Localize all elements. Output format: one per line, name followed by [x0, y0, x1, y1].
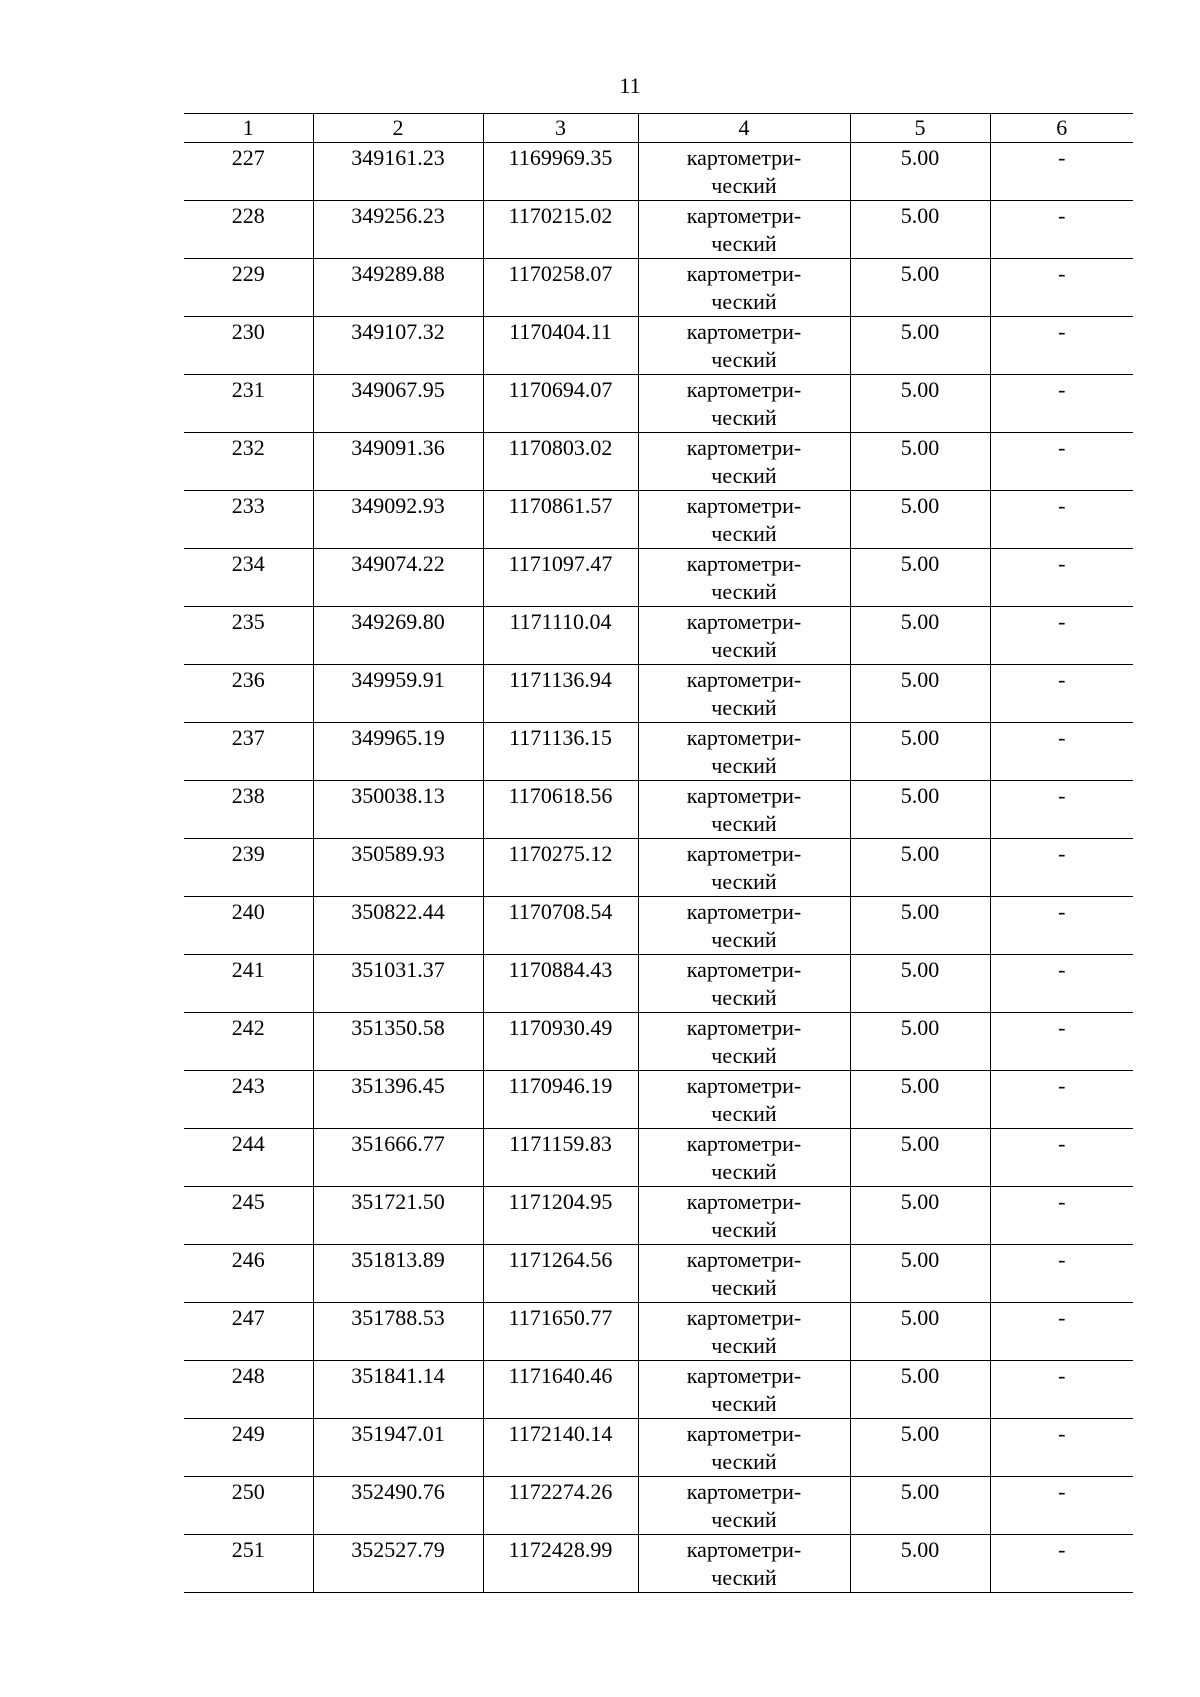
x-coordinate-cell: 349074.22 [313, 549, 483, 607]
x-coordinate-cell: 351031.37 [313, 955, 483, 1013]
method-line-2: ческий [711, 463, 777, 488]
note-cell: - [990, 143, 1133, 201]
method-cell [638, 1303, 850, 1361]
accuracy-cell: 5.00 [850, 317, 990, 375]
note-cell: - [990, 1419, 1133, 1477]
table-row [184, 433, 1133, 491]
x-coordinate-cell: 351841.14 [313, 1361, 483, 1419]
accuracy-cell: 5.00 [850, 1361, 990, 1419]
method-cell [638, 259, 850, 317]
table-row [184, 1071, 1133, 1129]
accuracy-cell: 5.00 [850, 491, 990, 549]
table-row [184, 723, 1133, 781]
table-row [184, 1129, 1133, 1187]
column-header-3: 3 [483, 114, 638, 143]
method-line-1: картометри- [686, 493, 802, 518]
accuracy-cell: 5.00 [850, 1477, 990, 1535]
method-line-2: ческий [711, 1449, 777, 1474]
method-line-2: ческий [711, 1043, 777, 1068]
note-cell: - [990, 201, 1133, 259]
method-line-1: картометри- [686, 1363, 802, 1388]
accuracy-cell: 5.00 [850, 259, 990, 317]
accuracy-cell: 5.00 [850, 1303, 990, 1361]
method-cell [638, 665, 850, 723]
accuracy-cell: 5.00 [850, 1013, 990, 1071]
y-coordinate-cell: 1171159.83 [483, 1129, 638, 1187]
accuracy-cell: 5.00 [850, 433, 990, 491]
method-line-1: картометри- [686, 261, 802, 286]
accuracy-cell: 5.00 [850, 607, 990, 665]
method-line-2: ческий [711, 173, 777, 198]
y-coordinate-cell: 1170618.56 [483, 781, 638, 839]
y-coordinate-cell: 1171136.15 [483, 723, 638, 781]
x-coordinate-cell: 351396.45 [313, 1071, 483, 1129]
method-line-1: картометри- [686, 1131, 802, 1156]
note-cell: - [990, 491, 1133, 549]
point-number-cell: 247 [184, 1303, 313, 1361]
point-number-cell: 244 [184, 1129, 313, 1187]
x-coordinate-cell: 349107.32 [313, 317, 483, 375]
point-number-cell: 228 [184, 201, 313, 259]
note-cell: - [990, 839, 1133, 897]
y-coordinate-cell: 1172274.26 [483, 1477, 638, 1535]
method-line-2: ческий [711, 1159, 777, 1184]
method-line-1: картометри- [686, 145, 802, 170]
method-line-1: картометри- [686, 203, 802, 228]
note-cell: - [990, 259, 1133, 317]
point-number-cell: 246 [184, 1245, 313, 1303]
method-line-2: ческий [711, 1275, 777, 1300]
method-cell [638, 955, 850, 1013]
method-line-2: ческий [711, 405, 777, 430]
note-cell: - [990, 665, 1133, 723]
point-number-cell: 241 [184, 955, 313, 1013]
x-coordinate-cell: 351721.50 [313, 1187, 483, 1245]
note-cell: - [990, 317, 1133, 375]
y-coordinate-cell: 1171264.56 [483, 1245, 638, 1303]
accuracy-cell: 5.00 [850, 839, 990, 897]
note-cell: - [990, 723, 1133, 781]
method-line-1: картометри- [686, 725, 802, 750]
x-coordinate-cell: 351666.77 [313, 1129, 483, 1187]
note-cell: - [990, 433, 1133, 491]
point-number-cell: 231 [184, 375, 313, 433]
x-coordinate-cell: 349269.80 [313, 607, 483, 665]
y-coordinate-cell: 1171097.47 [483, 549, 638, 607]
method-line-1: картометри- [686, 1479, 802, 1504]
accuracy-cell: 5.00 [850, 1129, 990, 1187]
x-coordinate-cell: 349161.23 [313, 143, 483, 201]
method-cell [638, 491, 850, 549]
method-line-1: картометри- [686, 377, 802, 402]
y-coordinate-cell: 1170803.02 [483, 433, 638, 491]
accuracy-cell: 5.00 [850, 201, 990, 259]
method-cell [638, 433, 850, 491]
y-coordinate-cell: 1170930.49 [483, 1013, 638, 1071]
method-cell [638, 143, 850, 201]
table-row [184, 1535, 1133, 1593]
accuracy-cell: 5.00 [850, 375, 990, 433]
method-cell [638, 781, 850, 839]
note-cell: - [990, 1361, 1133, 1419]
y-coordinate-cell: 1171640.46 [483, 1361, 638, 1419]
table-row [184, 143, 1133, 201]
note-cell: - [990, 955, 1133, 1013]
method-line-2: ческий [711, 637, 777, 662]
y-coordinate-cell: 1171650.77 [483, 1303, 638, 1361]
x-coordinate-cell: 349091.36 [313, 433, 483, 491]
y-coordinate-cell: 1170275.12 [483, 839, 638, 897]
accuracy-cell: 5.00 [850, 955, 990, 1013]
y-coordinate-cell: 1171136.94 [483, 665, 638, 723]
table-row [184, 549, 1133, 607]
method-line-1: картометри- [686, 957, 802, 982]
method-cell [638, 1361, 850, 1419]
x-coordinate-cell: 351813.89 [313, 1245, 483, 1303]
method-line-2: ческий [711, 1101, 777, 1126]
accuracy-cell: 5.00 [850, 897, 990, 955]
table-row [184, 1303, 1133, 1361]
note-cell: - [990, 549, 1133, 607]
method-line-1: картометри- [686, 1421, 802, 1446]
table-row [184, 839, 1133, 897]
method-line-2: ческий [711, 753, 777, 778]
table-row [184, 317, 1133, 375]
method-line-1: картометри- [686, 783, 802, 808]
y-coordinate-cell: 1172428.99 [483, 1535, 638, 1593]
point-number-cell: 239 [184, 839, 313, 897]
accuracy-cell: 5.00 [850, 1419, 990, 1477]
method-line-2: ческий [711, 1507, 777, 1532]
method-cell [638, 723, 850, 781]
x-coordinate-cell: 349092.93 [313, 491, 483, 549]
table-row [184, 665, 1133, 723]
method-line-2: ческий [711, 1391, 777, 1416]
point-number-cell: 232 [184, 433, 313, 491]
method-cell [638, 549, 850, 607]
x-coordinate-cell: 350822.44 [313, 897, 483, 955]
method-line-2: ческий [711, 985, 777, 1010]
point-number-cell: 229 [184, 259, 313, 317]
method-line-2: ческий [711, 579, 777, 604]
method-line-1: картометри- [686, 1537, 802, 1562]
point-number-cell: 236 [184, 665, 313, 723]
x-coordinate-cell: 350038.13 [313, 781, 483, 839]
method-line-1: картометри- [686, 667, 802, 692]
point-number-cell: 245 [184, 1187, 313, 1245]
x-coordinate-cell: 349067.95 [313, 375, 483, 433]
accuracy-cell: 5.00 [850, 1071, 990, 1129]
x-coordinate-cell: 351788.53 [313, 1303, 483, 1361]
y-coordinate-cell: 1170861.57 [483, 491, 638, 549]
table-body [184, 143, 1133, 1593]
point-number-cell: 251 [184, 1535, 313, 1593]
point-number-cell: 230 [184, 317, 313, 375]
point-number-cell: 233 [184, 491, 313, 549]
y-coordinate-cell: 1170708.54 [483, 897, 638, 955]
method-line-1: картометри- [686, 435, 802, 460]
accuracy-cell: 5.00 [850, 1245, 990, 1303]
method-cell [638, 375, 850, 433]
column-header-4: 4 [638, 114, 850, 143]
table-row [184, 1187, 1133, 1245]
accuracy-cell: 5.00 [850, 1535, 990, 1593]
x-coordinate-cell: 349959.91 [313, 665, 483, 723]
column-header-2: 2 [313, 114, 483, 143]
point-number-cell: 234 [184, 549, 313, 607]
table-row [184, 897, 1133, 955]
method-line-2: ческий [711, 695, 777, 720]
table-row [184, 781, 1133, 839]
method-line-1: картометри- [686, 551, 802, 576]
method-line-2: ческий [711, 927, 777, 952]
table-row [184, 607, 1133, 665]
x-coordinate-cell: 352490.76 [313, 1477, 483, 1535]
accuracy-cell: 5.00 [850, 143, 990, 201]
point-number-cell: 249 [184, 1419, 313, 1477]
point-number-cell: 243 [184, 1071, 313, 1129]
y-coordinate-cell: 1170694.07 [483, 375, 638, 433]
method-line-2: ческий [711, 869, 777, 894]
note-cell: - [990, 607, 1133, 665]
point-number-cell: 242 [184, 1013, 313, 1071]
method-cell [638, 1187, 850, 1245]
x-coordinate-cell: 350589.93 [313, 839, 483, 897]
table-row [184, 259, 1133, 317]
x-coordinate-cell: 349289.88 [313, 259, 483, 317]
accuracy-cell: 5.00 [850, 781, 990, 839]
method-line-1: картометри- [686, 1247, 802, 1272]
method-line-1: картометри- [686, 1015, 802, 1040]
method-line-1: картометри- [686, 899, 802, 924]
note-cell: - [990, 1477, 1133, 1535]
column-header-1: 1 [184, 114, 313, 143]
point-number-cell: 240 [184, 897, 313, 955]
y-coordinate-cell: 1171204.95 [483, 1187, 638, 1245]
point-number-cell: 235 [184, 607, 313, 665]
table-row [184, 1419, 1133, 1477]
note-cell: - [990, 781, 1133, 839]
method-cell [638, 1477, 850, 1535]
y-coordinate-cell: 1170215.02 [483, 201, 638, 259]
note-cell: - [990, 1303, 1133, 1361]
method-line-1: картометри- [686, 1073, 802, 1098]
point-number-cell: 237 [184, 723, 313, 781]
method-line-2: ческий [711, 347, 777, 372]
accuracy-cell: 5.00 [850, 1187, 990, 1245]
point-number-cell: 250 [184, 1477, 313, 1535]
table-row [184, 1013, 1133, 1071]
note-cell: - [990, 1245, 1133, 1303]
y-coordinate-cell: 1171110.04 [483, 607, 638, 665]
note-cell: - [990, 1071, 1133, 1129]
y-coordinate-cell: 1172140.14 [483, 1419, 638, 1477]
method-cell [638, 839, 850, 897]
method-cell [638, 1129, 850, 1187]
accuracy-cell: 5.00 [850, 665, 990, 723]
y-coordinate-cell: 1169969.35 [483, 143, 638, 201]
y-coordinate-cell: 1170258.07 [483, 259, 638, 317]
table-row [184, 201, 1133, 259]
accuracy-cell: 5.00 [850, 549, 990, 607]
table-row [184, 1245, 1133, 1303]
table-row [184, 375, 1133, 433]
method-cell [638, 201, 850, 259]
point-number-cell: 238 [184, 781, 313, 839]
method-cell [638, 1535, 850, 1593]
method-line-2: ческий [711, 1217, 777, 1242]
page-number: 11 [619, 73, 641, 98]
method-line-2: ческий [711, 1565, 777, 1590]
method-cell [638, 1071, 850, 1129]
x-coordinate-cell: 351947.01 [313, 1419, 483, 1477]
note-cell: - [990, 1535, 1133, 1593]
table-row [184, 1361, 1133, 1419]
table-row [184, 955, 1133, 1013]
x-coordinate-cell: 352527.79 [313, 1535, 483, 1593]
method-cell [638, 1013, 850, 1071]
method-line-1: картометри- [686, 1189, 802, 1214]
note-cell: - [990, 1129, 1133, 1187]
method-line-2: ческий [711, 1333, 777, 1358]
accuracy-cell: 5.00 [850, 723, 990, 781]
method-cell [638, 317, 850, 375]
note-cell: - [990, 1013, 1133, 1071]
method-cell [638, 897, 850, 955]
column-header-5: 5 [850, 114, 990, 143]
table-row [184, 491, 1133, 549]
header-row [184, 114, 1133, 143]
x-coordinate-cell: 349965.19 [313, 723, 483, 781]
method-line-2: ческий [711, 289, 777, 314]
method-line-2: ческий [711, 811, 777, 836]
method-line-1: картометри- [686, 319, 802, 344]
y-coordinate-cell: 1170404.11 [483, 317, 638, 375]
method-line-2: ческий [711, 231, 777, 256]
x-coordinate-cell: 349256.23 [313, 201, 483, 259]
table-row [184, 1477, 1133, 1535]
table-header [184, 114, 1133, 143]
point-number-cell: 227 [184, 143, 313, 201]
y-coordinate-cell: 1170884.43 [483, 955, 638, 1013]
method-cell [638, 607, 850, 665]
note-cell: - [990, 375, 1133, 433]
column-header-6: 6 [990, 114, 1133, 143]
note-cell: - [990, 1187, 1133, 1245]
method-line-2: ческий [711, 521, 777, 546]
method-cell [638, 1245, 850, 1303]
point-number-cell: 248 [184, 1361, 313, 1419]
y-coordinate-cell: 1170946.19 [483, 1071, 638, 1129]
coordinates-table [184, 113, 1133, 1593]
method-line-1: картометри- [686, 1305, 802, 1330]
method-cell [638, 1419, 850, 1477]
x-coordinate-cell: 351350.58 [313, 1013, 483, 1071]
method-line-1: картометри- [686, 609, 802, 634]
method-line-1: картометри- [686, 841, 802, 866]
note-cell: - [990, 897, 1133, 955]
